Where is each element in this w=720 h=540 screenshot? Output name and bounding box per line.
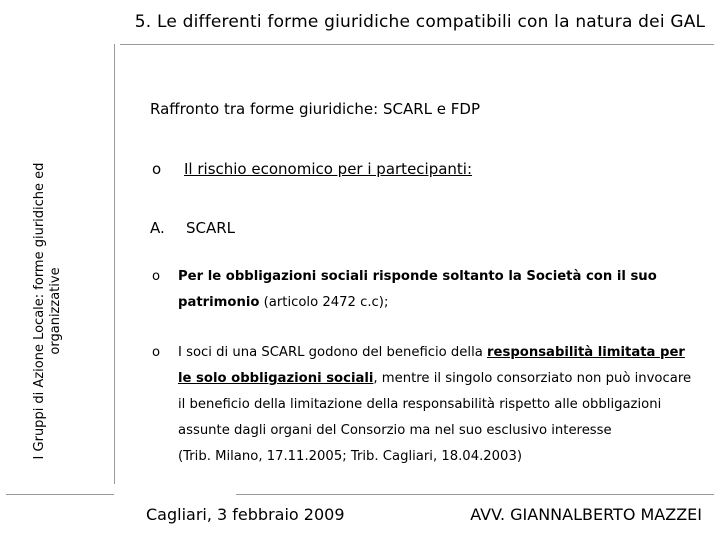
slide-title: 5. Le differenti forme giuridiche compatibili con la natura dei GAL [134,12,706,32]
side-divider [114,44,115,484]
bottom-left-divider [6,494,114,495]
list-item [152,264,692,316]
item-text: , mentre il singolo consorziato non può invocare il beneficio della limitazione della responsabilità rispetto alle obbligazioni assunte dagli organi del Consorzio ma nel suo esclusivo interesse [178,371,692,438]
bullet-marker: o [152,345,161,360]
item-citation: (Trib. Milano, 17.11.2005; Trib. Cagliari, 18.04.2003) [178,449,522,464]
item-bold-text: responsabilità limitata per le solo obbligazioni sociali [178,345,685,386]
bullet-marker: o [152,269,161,284]
bullet-marker: o [152,160,162,178]
item-text: (articolo 2472 c.c); [259,295,389,310]
footer-place-date: Cagliari, 3 febbraio 2009 [146,505,345,524]
section-label: SCARL [186,219,236,237]
bottom-divider [236,494,714,495]
footer-author: AVV. GIANNALBERTO MAZZEI [470,505,702,524]
list-item [152,340,692,470]
section-letter: A. [150,219,165,237]
item-bold-text: Per le obbligazioni sociali risponde soltanto la Società con il suo patrimonio [178,269,657,310]
sidebar-title: I Gruppi di Azione Locale: forme giuridiche ed organizzative [32,162,63,460]
section-subtitle: Raffronto tra forme giuridiche: SCARL e FDP [150,100,480,118]
item-text: I soci di una SCARL godono del beneficio della [178,345,488,360]
section-heading [150,219,235,237]
topic-bullet [152,160,472,178]
top-divider [120,44,714,45]
topic-text: Il rischio economico per i partecipanti: [184,160,473,178]
sidebar [18,130,78,492]
